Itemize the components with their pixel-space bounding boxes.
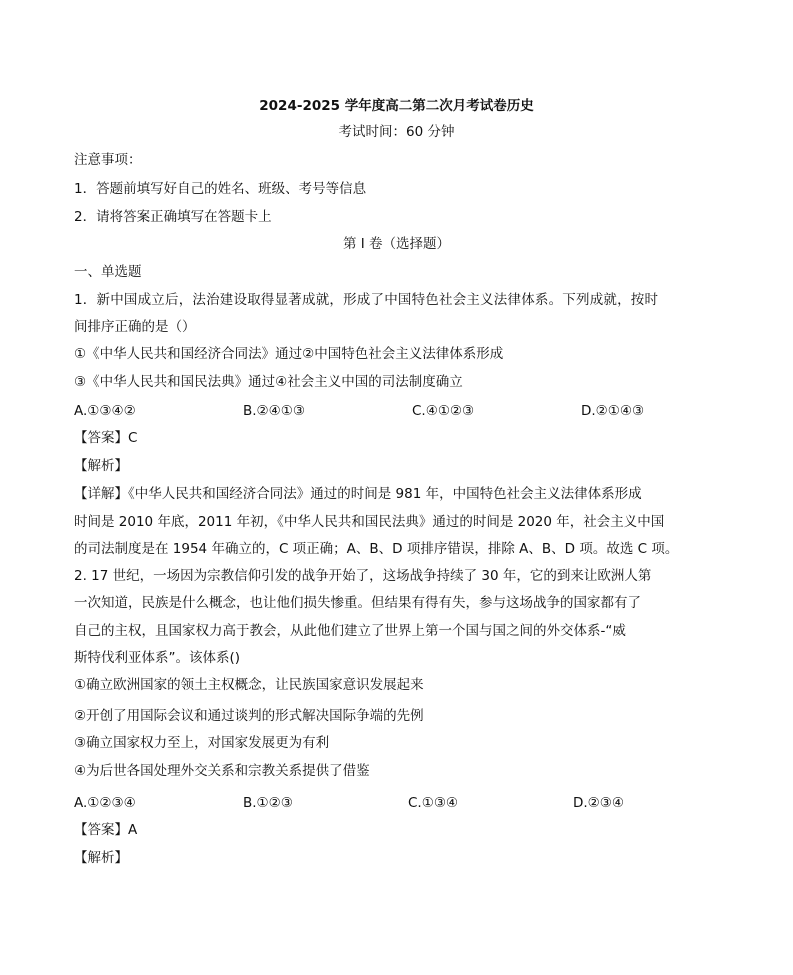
q2-analysis-label: 【解析】 [74,850,128,866]
q1-analysis-label: 【解析】 [74,458,128,474]
q1-item: ③《中华人民共和国民法典》通过④社会主义中国的司法制度确立 [74,374,463,390]
part-title: 一、单选题 [74,264,142,280]
q1-option-d: D.②①④③ [581,403,645,419]
page-title: 2024-2025 学年度高二第二次月考试卷历史 [259,98,534,114]
q2-stem: 2. 17 世纪，一场因为宗教信仰引发的战争开始了，这场战争持续了 30 年，它的到来让欧洲人第 [74,568,652,584]
q2-options [74,793,674,813]
q1-option-b: B.②④①③ [243,403,305,419]
notice-item: 2．请将答案正确填写在答题卡上 [74,209,272,225]
q2-option-a: A.①②③④ [74,795,136,811]
q2-item: ①确立欧洲国家的领土主权概念，让民族国家意识发展起来 [74,677,424,693]
q2-stem: 斯特伐利亚体系”。该体系() [74,650,241,666]
section-title: 第 I 卷（选择题） [342,236,451,252]
q2-option-c: C.①③④ [408,795,459,811]
q1-item: ①《中华人民共和国经济合同法》通过②中国特色社会主义法律体系形成 [74,346,504,362]
q2-option-d: D.②③④ [573,795,624,811]
exam-time: 考试时间：60 分钟 [338,124,455,140]
q2-item: ④为后世各国处理外交关系和宗教关系提供了借鉴 [74,763,370,779]
q1-option-a: A.①③④② [74,403,136,419]
q2-stem: 自己的主权，且国家权力高于教会，从此他们建立了世界上第一个国与国之间的外交体系-“威 [74,623,626,639]
q1-stem: 间排序正确的是（） [74,319,196,335]
notice-item: 1．答题前填写好自己的姓名、班级、考号等信息 [74,181,367,197]
q1-option-c: C.④①②③ [412,403,475,419]
q2-item: ②开创了用国际会议和通过谈判的形式解决国际争端的先例 [74,708,424,724]
q1-stem: 1．新中国成立后，法治建设取得显著成就，形成了中国特色社会主义法律体系。下列成就，按时 [74,292,659,308]
notice-heading: 注意事项： [74,152,142,168]
q1-detail: 时间是 2010 年底，2011 年初，《中华人民共和国民法典》通过的时间是 2020 年，社会主义中国 [74,514,665,530]
q2-answer: 【答案】A [74,822,138,838]
q1-detail: 【详解】《中华人民共和国经济合同法》通过的时间是 981 年，中国特色社会主义法律体系形成 [74,486,642,502]
q2-stem: 一次知道，民族是什么概念，也让他们损失惨重。但结果有得有失，参与这场战争的国家都有了 [74,595,641,611]
q1-options [74,401,674,421]
q1-detail: 的司法制度是在 1954 年确立的，C 项正确；A、B、D 项排序错误，排除 A、B、D 项。故选 C 项。 [74,541,679,557]
q1-answer: 【答案】C [74,430,138,446]
q2-option-b: B.①②③ [243,795,293,811]
q2-item: ③确立国家权力至上，对国家发展更为有利 [74,735,330,751]
